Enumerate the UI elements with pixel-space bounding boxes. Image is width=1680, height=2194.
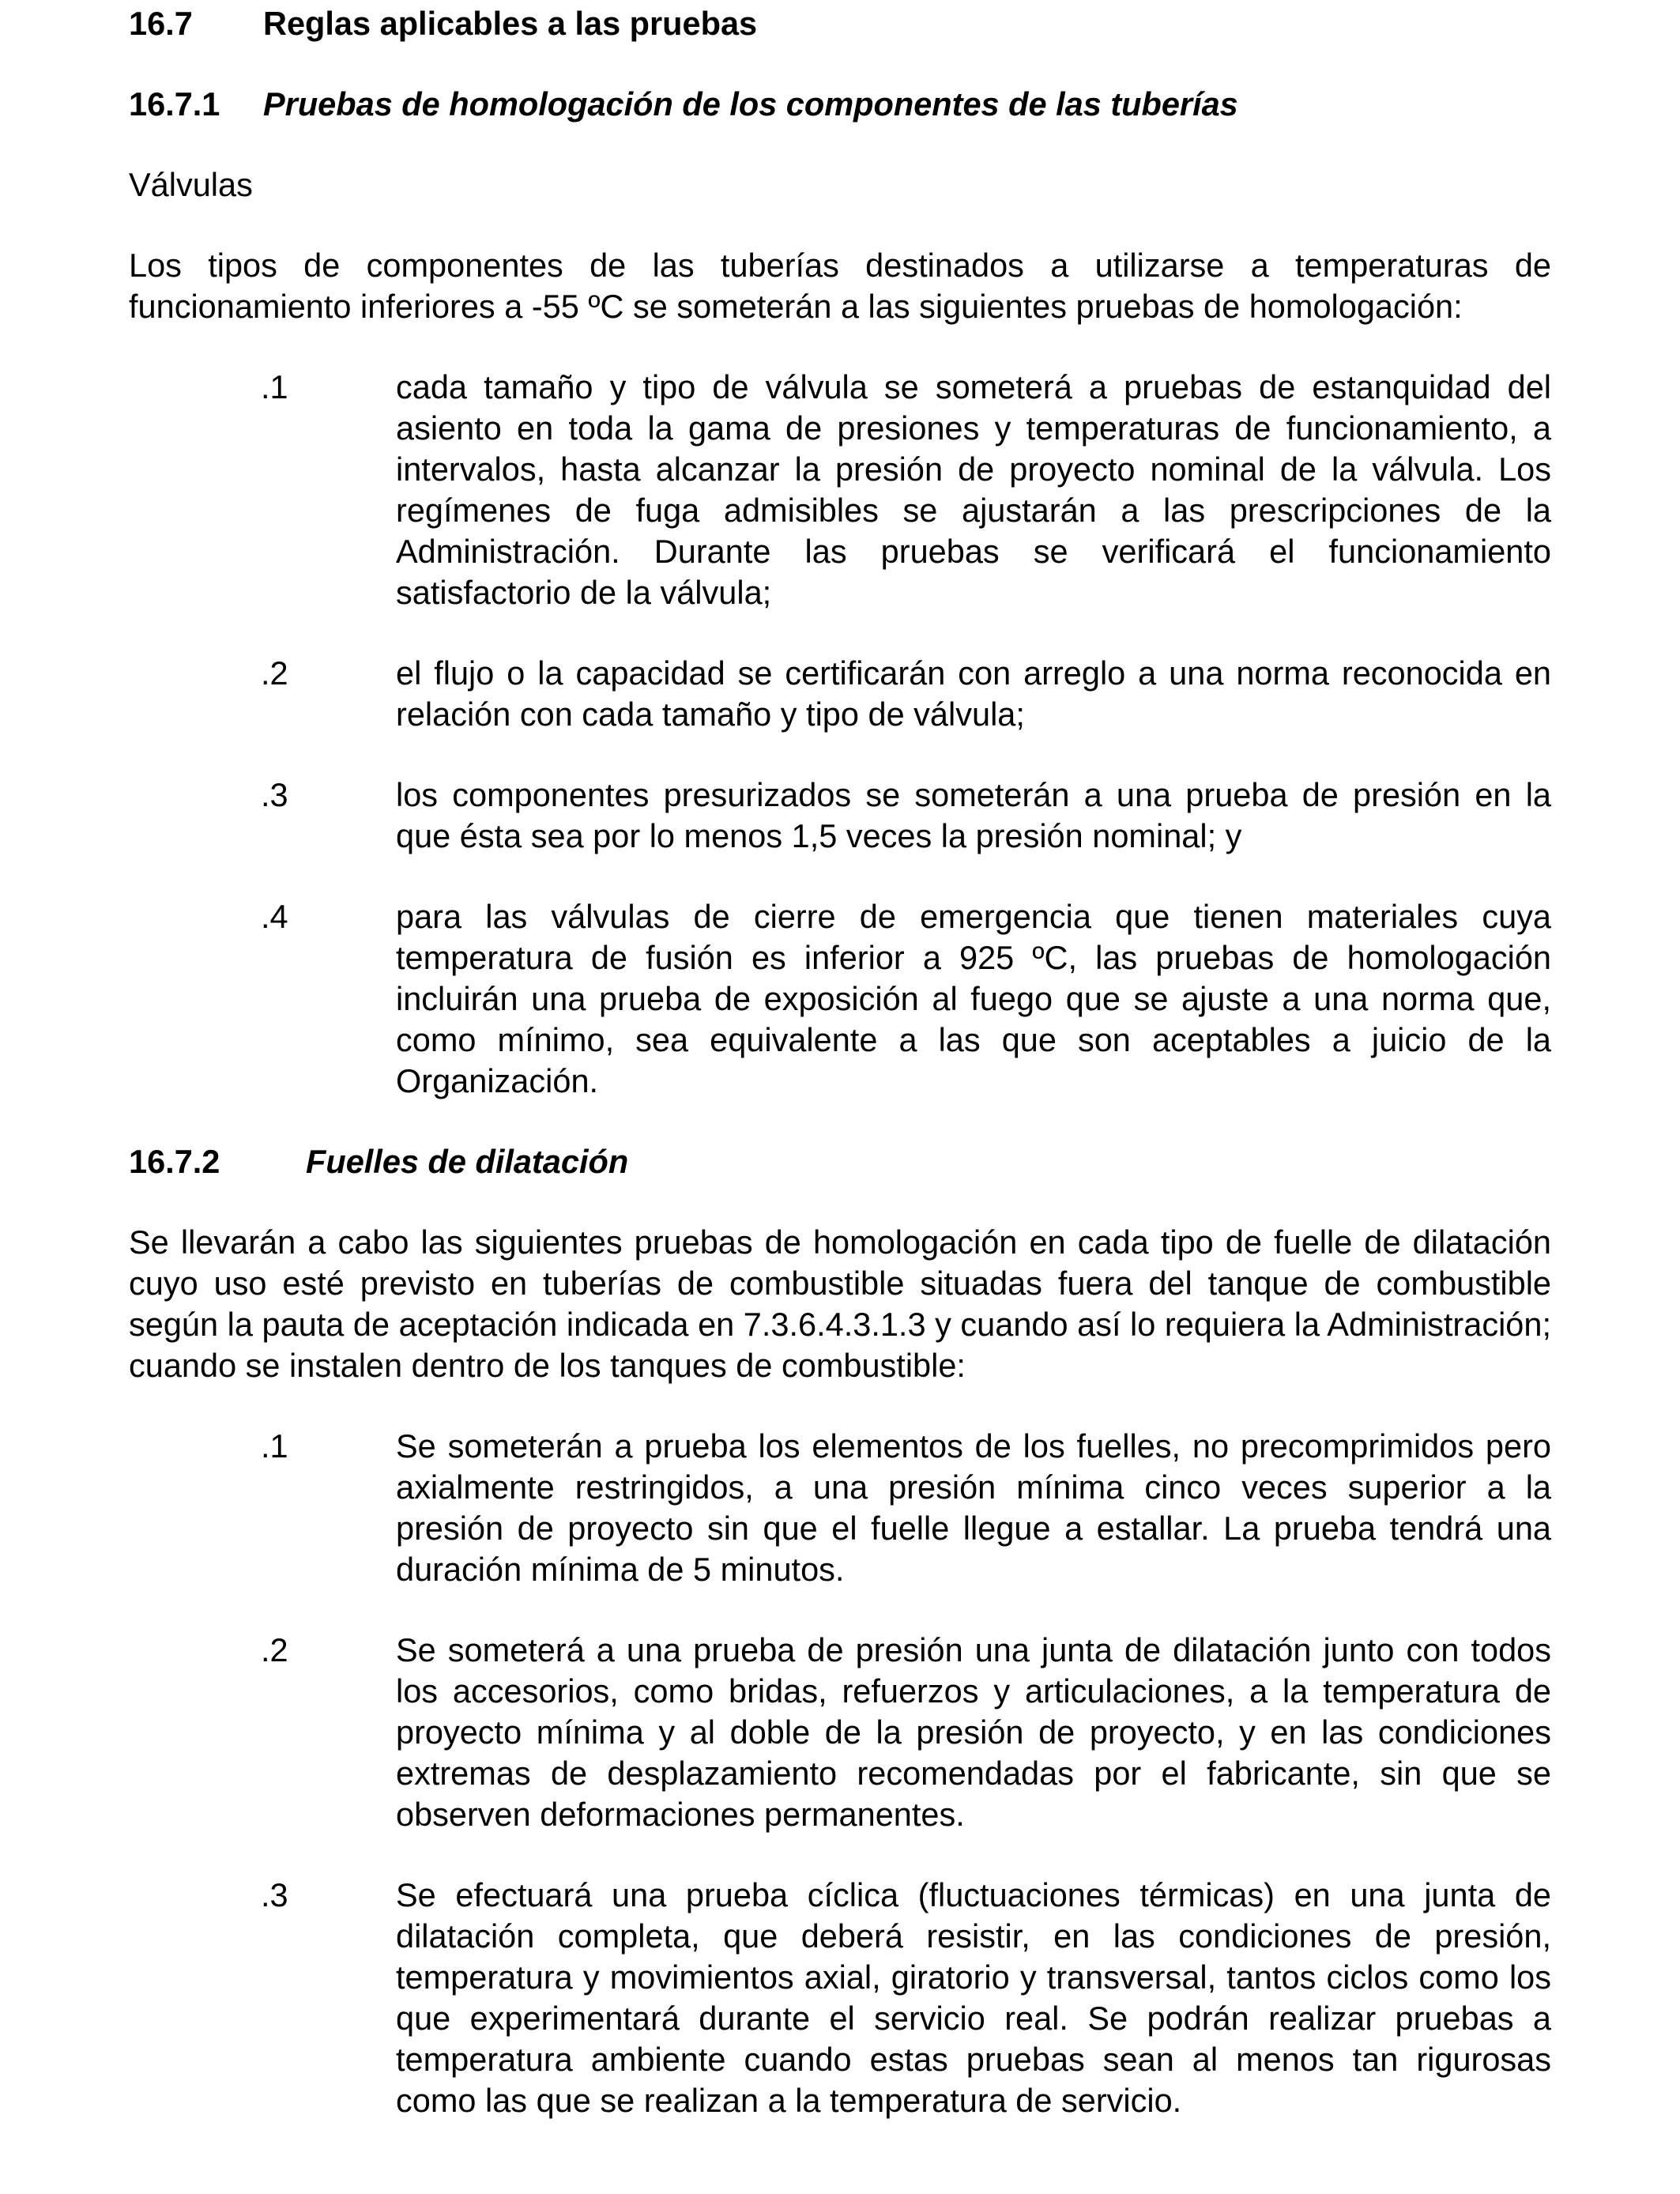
list-item-marker: .4	[261, 898, 288, 935]
valves-list-item	[129, 896, 1551, 1102]
section-16-7-2-title: Fuelles de dilatación	[306, 1143, 629, 1180]
list-item-text: Se someterán a prueba los elementos de los fuelles, no precomprimidos pero axialmente restringidos, a una presión mínima cinco veces superior a la presión de proyecto sin que el fuelle llegue a estallar. La prueba tendrá una duración mínima de 5 minutos.	[396, 1427, 1551, 1588]
valves-list-item	[129, 653, 1551, 735]
valves-list-item	[129, 367, 1551, 613]
list-item-marker: .1	[261, 1427, 288, 1465]
list-item-marker: .2	[261, 654, 288, 692]
list-item-text: Se efectuará una prueba cíclica (fluctuaciones térmicas) en una junta de dilatación completa, que deberá resistir, en las condiciones de presión, temperatura y movimientos axial, giratorio y transversal, tantos ciclos como los que experimentará durante el servicio real. Se podrán realizar pruebas a temperatura ambiente cuando estas pruebas sean al menos tan rigurosas como las que se realizan a la temperatura de servicio.	[396, 1876, 1551, 2119]
section-16-7-1-number: 16.7.1	[129, 85, 220, 123]
list-item-text: los componentes presurizados se someterán a una prueba de presión en la que ésta sea por lo menos 1,5 veces la presión nominal; y	[396, 776, 1551, 854]
bellows-list-item	[129, 1875, 1551, 2121]
bellows-list-item	[129, 1426, 1551, 1590]
section-16-7-title: Reglas aplicables a las pruebas	[263, 5, 758, 42]
bellows-list-item	[129, 1630, 1551, 1835]
document-page	[129, 3, 1551, 2121]
section-16-7-2-heading	[129, 1141, 1551, 1182]
section-16-7-2-number: 16.7.2	[129, 1143, 220, 1180]
list-item-text: Se someterá a una prueba de presión una junta de dilatación junto con todos los accesorios, como bridas, refuerzos y articulaciones, a la temperatura de proyecto mínima y al doble de la presión de proyecto, y en las condiciones extremas de desplazamiento recomendadas por el fabricante, sin que se observen deformaciones permanentes.	[396, 1631, 1551, 1833]
list-item-marker: .3	[261, 1876, 288, 1913]
valves-intro-paragraph: Los tipos de componentes de las tuberías destinados a utilizarse a temperaturas de funcionamiento inferiores a -55 ºC se someterán a las siguientes pruebas de homologación:	[129, 247, 1551, 325]
list-item-text: el flujo o la capacidad se certificarán con arreglo a una norma reconocida en relación con cada tamaño y tipo de válvula;	[396, 654, 1551, 733]
list-item-marker: .3	[261, 776, 288, 813]
list-item-text: cada tamaño y tipo de válvula se someterá a pruebas de estanquidad del asiento en toda la gama de presiones y temperaturas de funcionamiento, a intervalos, hasta alcanzar la presión de proyecto nominal de la válvula. Los regímenes de fuga admisibles se ajustarán a las prescripciones de la Administración. Durante las pruebas se verificará el funcionamiento satisfactorio de la válvula;	[396, 368, 1551, 611]
list-item-text: para las válvulas de cierre de emergencia que tienen materiales cuya temperatura de fusión es inferior a 925 ºC, las pruebas de homologación incluirán una prueba de exposición al fuego que se ajuste a una norma que, como mínimo, sea equivalente a las que son aceptables a juicio de la Organización.	[396, 898, 1551, 1099]
bellows-intro-paragraph: Se llevarán a cabo las siguientes pruebas de homologación en cada tipo de fuelle de dilatación cuyo uso esté previsto en tuberías de combustible situadas fuera del tanque de combustible según la pauta de aceptación indicada en 7.3.6.4.3.1.3 y cuando así lo requiera la Administración; cuando se instalen dentro de los tanques de combustible:	[129, 1223, 1551, 1384]
valves-subtitle: Válvulas	[129, 166, 253, 203]
section-16-7-1-title: Pruebas de homologación de los componentes de las tuberías	[263, 85, 1238, 123]
section-16-7-heading	[129, 3, 1551, 44]
list-item-marker: .2	[261, 1631, 288, 1668]
valves-list-item	[129, 775, 1551, 857]
section-16-7-number: 16.7	[129, 5, 193, 42]
section-16-7-1-heading	[129, 84, 1551, 125]
list-item-marker: .1	[261, 368, 288, 405]
